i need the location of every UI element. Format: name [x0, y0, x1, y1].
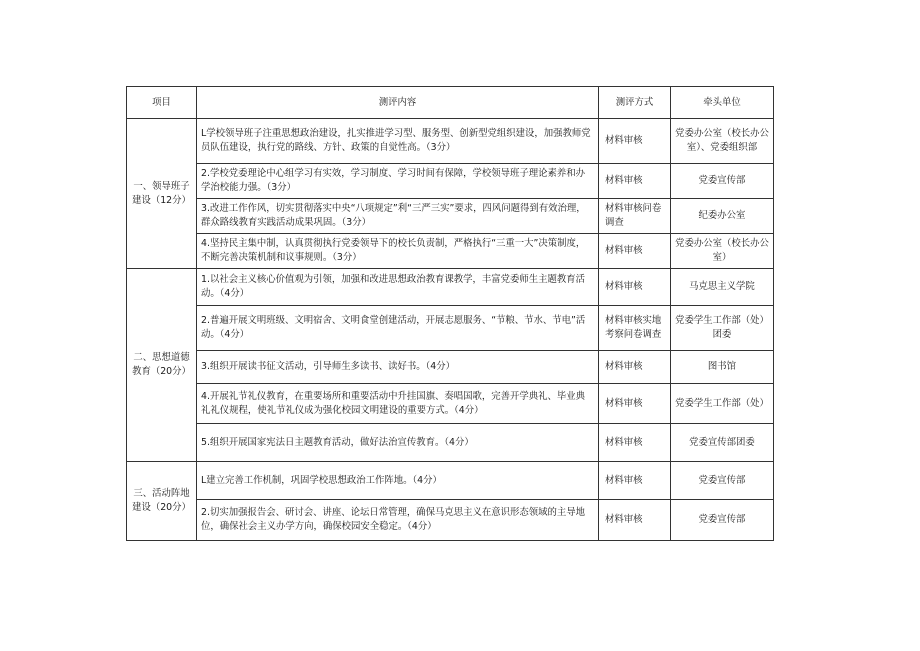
content-cell: 2.普遍开展文明班级、文明宿舍、文明食堂创建活动，开展志愿服务、“节粮、节水、节电”活动。（4分）	[197, 306, 599, 351]
header-content: 测评内容	[197, 87, 599, 119]
table-row	[127, 164, 774, 199]
method-cell: 材料审核	[599, 462, 671, 500]
table-row	[127, 500, 774, 541]
group-title: 一、领导班子建设（12分）	[127, 119, 197, 269]
method-cell: 材料审核问卷调查	[599, 199, 671, 234]
unit-cell: 党委学生工作部（处）	[671, 384, 774, 424]
content-cell: 2.学校党委理论中心组学习有实效，学习制度、学习时间有保障，学校领导班子理论素养和办学治校能力强。（3分）	[197, 164, 599, 199]
content-cell: L学校领导班子注重思想政治建设，扎实推进学习型、服务型、创新型党组织建设，加强教师党员队伍建设，执行党的路线、方针、政策的自觉性高。（3分）	[197, 119, 599, 164]
unit-cell: 党委办公室（校长办公室）、党委组织部	[671, 119, 774, 164]
group-title: 二、思想道德教育（20分）	[127, 269, 197, 462]
method-cell: 材料审核	[599, 424, 671, 462]
header-item: 项目	[127, 87, 197, 119]
content-cell: L建立完善工作机制，巩固学校思想政治工作阵地。（4分）	[197, 462, 599, 500]
method-cell: 材料审核	[599, 119, 671, 164]
evaluation-table	[126, 86, 774, 541]
table-row	[127, 306, 774, 351]
method-cell: 材料审核	[599, 384, 671, 424]
method-cell: 材料审核	[599, 351, 671, 384]
table-row	[127, 269, 774, 306]
group-title: 三、活动阵地建设（20分）	[127, 462, 197, 541]
content-cell: 1.以社会主义核心价值观为引领，加强和改进思想政治教育课教学，丰富党委师生主题教育活动。（4分）	[197, 269, 599, 306]
content-cell: 5.组织开展国家宪法日主题教育活动，做好法治宣传教育。（4分）	[197, 424, 599, 462]
table-row	[127, 351, 774, 384]
table-row	[127, 199, 774, 234]
table-row	[127, 384, 774, 424]
table-row	[127, 234, 774, 269]
unit-cell: 纪委办公室	[671, 199, 774, 234]
content-cell: 4.开展礼节礼仪教育，在重要场所和重要活动中升挂国旗、奏唱国歌，完善开学典礼、毕业典礼礼仪规程，使礼节礼仪成为强化校园文明建设的重要方式。（4分）	[197, 384, 599, 424]
table-row	[127, 424, 774, 462]
content-cell: 3.改进工作作风，切实贯彻落实中央“八项规定”利“三严三实”要求，四风问题得到有效治理，群众路线教育实践活动成果巩固。（3分）	[197, 199, 599, 234]
unit-cell: 马克思主义学院	[671, 269, 774, 306]
unit-cell: 党委学生工作部（处）团委	[671, 306, 774, 351]
method-cell: 材料审核	[599, 234, 671, 269]
unit-cell: 党委宣传部团委	[671, 424, 774, 462]
header-unit: 牵头单位	[671, 87, 774, 119]
method-cell: 材料审核实地考察问卷调查	[599, 306, 671, 351]
unit-cell: 党委宣传部	[671, 164, 774, 199]
header-method: 测评方式	[599, 87, 671, 119]
method-cell: 材料审核	[599, 164, 671, 199]
unit-cell: 党委宣传部	[671, 500, 774, 541]
header-row	[127, 87, 774, 119]
table-row	[127, 462, 774, 500]
method-cell: 材料审核	[599, 269, 671, 306]
unit-cell: 图书馆	[671, 351, 774, 384]
method-cell: 材料审核	[599, 500, 671, 541]
content-cell: 3.组织开展读书征文活动，引导师生多读书、读好书。（4分）	[197, 351, 599, 384]
unit-cell: 党委办公室（校长办公室）	[671, 234, 774, 269]
table-row	[127, 119, 774, 164]
content-cell: 2.切实加强报告会、研讨会、讲座、论坛日常管理，确保马克思主义在意识形态领域的主导地位，确保社会主义办学方向，确保校园安全稳定。（4分）	[197, 500, 599, 541]
content-cell: 4.坚持民主集中制，认真贯彻执行党委领导下的校长负责制，严格执行“三重一大”决策制度，不断完善决策机制和议事规则。（3分）	[197, 234, 599, 269]
unit-cell: 党委宣传部	[671, 462, 774, 500]
